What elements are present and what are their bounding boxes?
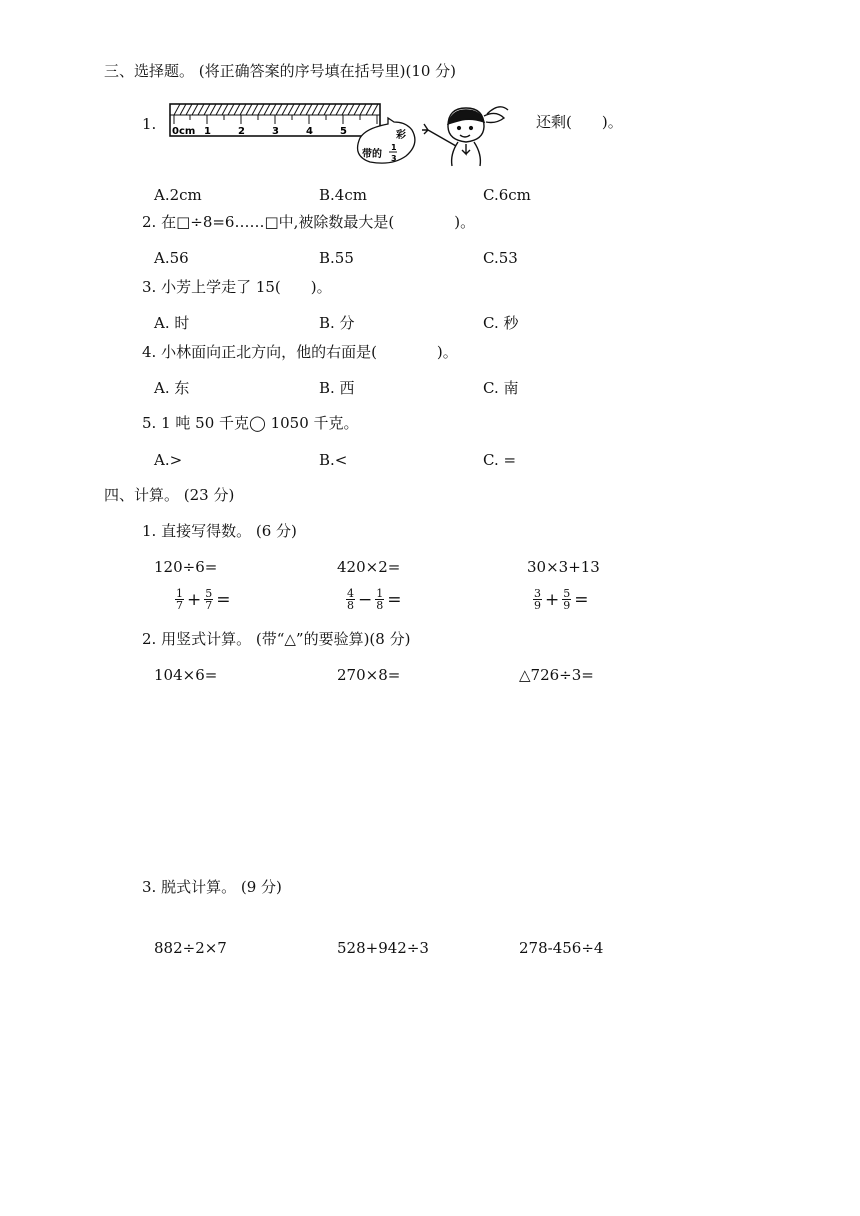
q5-option-c: C. = xyxy=(483,451,517,469)
q1-option-a: A.2cm xyxy=(154,186,202,204)
p3-item-1: 882÷2×7 xyxy=(154,939,227,957)
p2-title: 2. 用竖式计算。 (带“△”的要验算)(8 分) xyxy=(142,630,411,648)
q2-option-b: B.55 xyxy=(319,249,354,267)
q4-option-b: B. 西 xyxy=(319,379,355,397)
ruler-label-1: 1 xyxy=(204,126,211,137)
section4-title: 四、计算。 (23 分) xyxy=(104,486,235,504)
fraction-expr-2: $\frac{4}{8}$ − $\frac{1}{8}$ = xyxy=(347,587,402,612)
q3-option-c: C. 秒 xyxy=(483,314,519,332)
p1-item-2: 420×2= xyxy=(337,558,401,576)
p1-item-1: 120÷6= xyxy=(154,558,218,576)
fraction-expr-3: $\frac{3}{9}$ + $\frac{5}{9}$ = xyxy=(534,587,589,612)
section3-title: 三、选择题。 (将正确答案的序号填在括号里)(10 分) xyxy=(104,62,457,80)
ruler-label-4: 4 xyxy=(306,126,313,137)
girl-icon xyxy=(422,107,508,166)
q1-option-c: C.6cm xyxy=(483,186,531,204)
p3-item-3: 278-456÷4 xyxy=(519,939,604,957)
ruler-illustration xyxy=(166,100,516,172)
ruler-label-3: 3 xyxy=(272,126,279,137)
q5-option-b: B.< xyxy=(319,451,348,469)
bubble-frac-num: 1 xyxy=(391,143,397,152)
q3-option-b: B. 分 xyxy=(319,314,355,332)
bubble-text: 带的 xyxy=(362,149,382,160)
q5-option-a: A.> xyxy=(154,451,183,469)
ruler-label-5: 5 xyxy=(340,126,347,137)
fraction-expr-1: $\frac{1}{7}$ + $\frac{5}{7}$ = xyxy=(176,587,231,612)
q5-text: 5. 1 吨 50 千克◯ 1050 千克。 xyxy=(142,414,359,432)
ruler-label-0: 0cm xyxy=(172,126,196,137)
q3-text: 3. 小芳上学走了 15( )。 xyxy=(142,278,332,296)
p1-item-3: 30×3+13 xyxy=(527,558,600,576)
p1-title: 1. 直接写得数。 (6 分) xyxy=(142,522,297,540)
bubble-frac-den: 3 xyxy=(391,154,397,163)
p2-item-1: 104×6= xyxy=(154,666,218,684)
q4-option-a: A. 东 xyxy=(154,379,190,397)
q1-number: 1. xyxy=(142,115,157,133)
q1-tail: 还剩( )。 xyxy=(536,113,623,131)
q4-option-c: C. 南 xyxy=(483,379,519,397)
q2-text: 2. 在□÷8=6……□中,被除数最大是( )。 xyxy=(142,213,476,231)
p3-title: 3. 脱式计算。 (9 分) xyxy=(142,878,282,896)
q2-option-a: A.56 xyxy=(154,249,189,267)
bubble-char: 彩 xyxy=(396,130,406,141)
p3-item-2: 528+942÷3 xyxy=(337,939,429,957)
ruler-label-2: 2 xyxy=(238,126,245,137)
q2-option-c: C.53 xyxy=(483,249,518,267)
q3-option-a: A. 时 xyxy=(154,314,190,332)
q4-text: 4. 小林面向正北方向，他的右面是( )。 xyxy=(142,343,458,361)
p2-item-3: △726÷3= xyxy=(519,666,594,684)
p2-item-2: 270×8= xyxy=(337,666,401,684)
q1-option-b: B.4cm xyxy=(319,186,367,204)
